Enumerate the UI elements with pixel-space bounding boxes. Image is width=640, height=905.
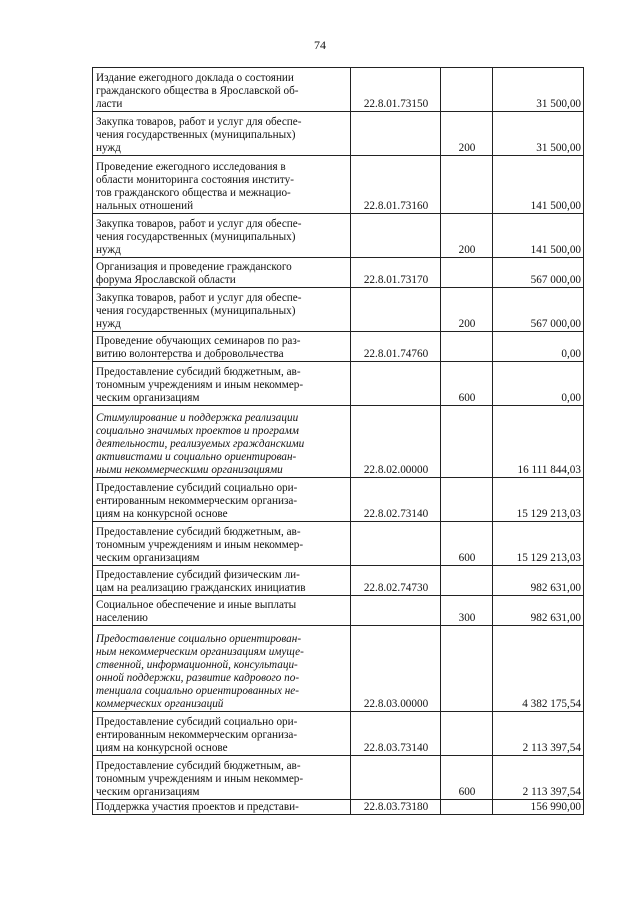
row-sum-cell: 982 631,00 <box>493 566 584 596</box>
row-name-cell: Закупка товаров, работ и услуг для обеспе- чения государственных (муниципальных) нужд <box>93 112 351 156</box>
table-row <box>93 626 584 712</box>
row-name-cell: Закупка товаров, работ и услуг для обеспе- чения государственных (муниципальных) нужд <box>93 214 351 258</box>
row-sum-cell: 0,00 <box>493 362 584 406</box>
row-type-cell <box>441 156 493 214</box>
row-sum-cell: 31 500,00 <box>493 68 584 112</box>
page-number: 74 <box>314 38 326 52</box>
row-name-cell: Издание ежегодного доклада о состоянии гражданского общества в Ярославской об- ласти <box>93 68 351 112</box>
row-type-cell: 600 <box>441 362 493 406</box>
table-row <box>93 68 584 112</box>
row-code-cell <box>351 362 441 406</box>
row-name-cell: Организация и проведение гражданского форума Ярославской области <box>93 258 351 288</box>
table-row <box>93 800 584 815</box>
row-code-cell <box>351 756 441 800</box>
row-code-cell <box>351 522 441 566</box>
table-row <box>93 522 584 566</box>
row-sum-cell: 982 631,00 <box>493 596 584 626</box>
row-sum-cell: 141 500,00 <box>493 214 584 258</box>
row-type-cell: 200 <box>441 112 493 156</box>
row-type-cell: 300 <box>441 596 493 626</box>
row-type-cell <box>441 800 493 815</box>
row-name-cell: Закупка товаров, работ и услуг для обеспе- чения государственных (муниципальных) нужд <box>93 288 351 332</box>
budget-table <box>92 67 584 815</box>
row-name-cell: Предоставление социально ориентирован- ным некоммерческим организациям имуще- ственной, информационной, консультаци- онной поддержки, развитие кадрового по- тенциала социально ориентированных не- коммерческих организаций <box>93 626 351 712</box>
table-row <box>93 214 584 258</box>
row-type-cell: 600 <box>441 522 493 566</box>
table-row <box>93 258 584 288</box>
row-name-cell: Предоставление субсидий физическим ли- цам на реализацию гражданских инициатив <box>93 566 351 596</box>
budget-table-body <box>93 68 584 815</box>
row-sum-cell: 2 113 397,54 <box>493 712 584 756</box>
row-type-cell <box>441 566 493 596</box>
row-type-cell <box>441 332 493 362</box>
row-type-cell <box>441 406 493 478</box>
table-row <box>93 288 584 332</box>
table-row <box>93 712 584 756</box>
row-name-cell: Предоставление субсидий социально ори- ентированным некоммерческим организа- циям на конкурсной основе <box>93 712 351 756</box>
row-name-cell: Стимулирование и поддержка реализации социально значимых проектов и программ деятельности, реализуемых гражданскими активистами и социально ориентирован- ными некоммерческими организациями <box>93 406 351 478</box>
row-code-cell <box>351 596 441 626</box>
row-type-cell: 200 <box>441 288 493 332</box>
row-code-cell: 22.8.01.73150 <box>351 68 441 112</box>
row-type-cell <box>441 258 493 288</box>
table-row <box>93 112 584 156</box>
row-code-cell: 22.8.01.73170 <box>351 258 441 288</box>
table-row <box>93 362 584 406</box>
row-code-cell: 22.8.01.73160 <box>351 156 441 214</box>
table-row <box>93 756 584 800</box>
row-type-cell: 200 <box>441 214 493 258</box>
row-sum-cell: 0,00 <box>493 332 584 362</box>
row-code-cell <box>351 288 441 332</box>
row-code-cell: 22.8.02.73140 <box>351 478 441 522</box>
row-sum-cell: 567 000,00 <box>493 258 584 288</box>
row-name-cell: Проведение обучающих семинаров по раз- витию волонтерства и добровольчества <box>93 332 351 362</box>
row-code-cell: 22.8.03.00000 <box>351 626 441 712</box>
table-row <box>93 156 584 214</box>
row-code-cell: 22.8.01.74760 <box>351 332 441 362</box>
row-sum-cell: 141 500,00 <box>493 156 584 214</box>
row-sum-cell: 567 000,00 <box>493 288 584 332</box>
row-type-cell: 600 <box>441 756 493 800</box>
row-sum-cell: 2 113 397,54 <box>493 756 584 800</box>
row-code-cell <box>351 214 441 258</box>
table-row <box>93 406 584 478</box>
row-sum-cell: 15 129 213,03 <box>493 522 584 566</box>
row-type-cell <box>441 68 493 112</box>
row-code-cell: 22.8.03.73180 <box>351 800 441 815</box>
row-type-cell <box>441 478 493 522</box>
table-row <box>93 566 584 596</box>
row-sum-cell: 156 990,00 <box>493 800 584 815</box>
row-name-cell: Предоставление субсидий социально ори- ентированным некоммерческим организа- циям на конкурсной основе <box>93 478 351 522</box>
row-code-cell <box>351 112 441 156</box>
row-code-cell: 22.8.03.73140 <box>351 712 441 756</box>
row-sum-cell: 15 129 213,03 <box>493 478 584 522</box>
row-name-cell: Социальное обеспечение и иные выплаты населению <box>93 596 351 626</box>
row-name-cell: Предоставление субсидий бюджетным, ав- тономным учреждениям и иным некоммер- ческим организациям <box>93 362 351 406</box>
row-code-cell: 22.8.02.74730 <box>351 566 441 596</box>
row-name-cell: Поддержка участия проектов и представи- <box>93 800 351 815</box>
table-row <box>93 596 584 626</box>
row-sum-cell: 4 382 175,54 <box>493 626 584 712</box>
row-name-cell: Проведение ежегодного исследования в области мониторинга состояния институ- тов гражданского общества и межнацио- нальных отношений <box>93 156 351 214</box>
table-row <box>93 332 584 362</box>
row-code-cell: 22.8.02.00000 <box>351 406 441 478</box>
row-name-cell: Предоставление субсидий бюджетным, ав- тономным учреждениям и иным некоммер- ческим организациям <box>93 756 351 800</box>
row-sum-cell: 16 111 844,03 <box>493 406 584 478</box>
table-row <box>93 478 584 522</box>
row-type-cell <box>441 626 493 712</box>
row-type-cell <box>441 712 493 756</box>
row-sum-cell: 31 500,00 <box>493 112 584 156</box>
row-name-cell: Предоставление субсидий бюджетным, ав- тономным учреждениям и иным некоммер- ческим организациям <box>93 522 351 566</box>
